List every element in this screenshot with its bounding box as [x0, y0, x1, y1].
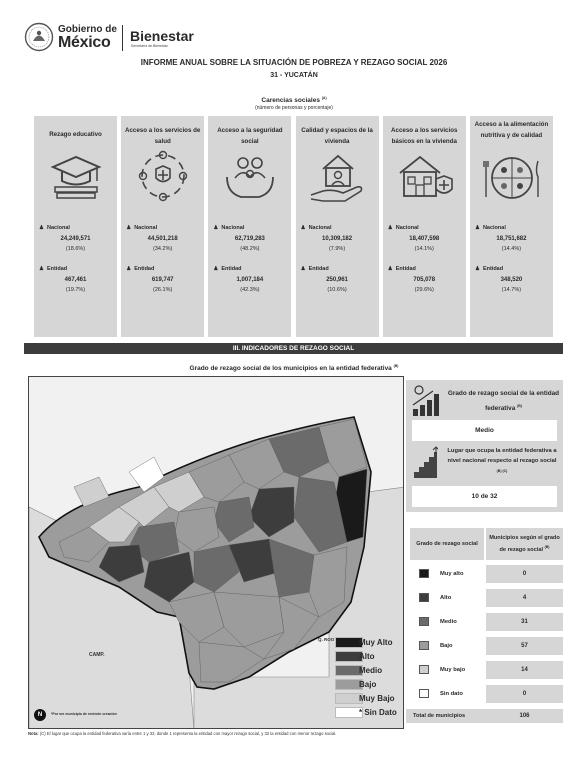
report-state: 31 - YUCATÁN [270, 72, 318, 79]
grado-title-text: Grado de rezago social de la entidad federativa [447, 390, 560, 413]
grado-ref: (B) [517, 404, 522, 408]
nacional-pct: (48.2%) [240, 246, 260, 252]
table-header-grado: Grado de rezago social [410, 528, 484, 560]
table-label-cell [410, 661, 484, 679]
table-label-cell [410, 589, 484, 607]
header [24, 22, 224, 58]
card-alimentacion [470, 116, 553, 337]
card-title: Rezago educativo [49, 131, 102, 138]
nacional-label-text: Nacional [308, 225, 332, 231]
total-label: Total de municipios [413, 713, 466, 719]
nacional-value: 24,249,571 [60, 236, 91, 242]
people-icon: ♟ [126, 225, 132, 231]
footnote-text: (C) El lugar que ocupa la entidad federativa varía entre 1 y 32, donde 1 representa la entidad con mayor rezago social, y 32 la entidad con menor rezago social. [39, 731, 337, 736]
mexico-seal-icon [24, 22, 54, 52]
row-label: Bajo [440, 643, 453, 649]
bar-chart-icon [411, 385, 441, 417]
legend-label: Medio [359, 666, 383, 675]
nacional-label-text: Nacional [482, 225, 506, 231]
entidad-label-text: Entidad [47, 266, 68, 272]
entidad-label [39, 266, 67, 272]
nacional-label-text: Nacional [47, 225, 70, 231]
people-icon: ♟ [39, 266, 44, 272]
nacional-label-text: Nacional [221, 225, 245, 231]
table-label-cell [410, 565, 484, 583]
table-label-cell [410, 637, 484, 655]
row-label: Muy bajo [440, 667, 466, 673]
entidad-value: 619,747 [151, 277, 174, 283]
map-legend-item [335, 651, 399, 663]
map-legend-item [335, 693, 399, 705]
entidad-label-text: Entidad [221, 266, 242, 272]
people-icon: ♟ [213, 225, 219, 231]
card-title: Acceso a la seguridad social [217, 127, 283, 145]
municipal-map [28, 376, 404, 729]
nacional-value: 62,719,283 [234, 236, 265, 242]
table-label-cell [410, 685, 484, 703]
entidad-pct: (26.1%) [153, 287, 173, 293]
carencias-title [0, 96, 588, 104]
row-value: 4 [486, 589, 563, 607]
nacional-label [126, 225, 157, 231]
card-title: Calidad y espacios de la vivienda [301, 127, 373, 145]
entidad-label-text: Entidad [308, 266, 329, 272]
carencias-note-ref: (A) [321, 96, 327, 100]
nacional-label [213, 225, 244, 231]
card-title: Acceso a la alimentación nutritiva y de calidad [474, 121, 549, 139]
footnote [28, 731, 336, 736]
header-divider [122, 25, 123, 51]
nacional-value: 44,501,218 [147, 236, 178, 242]
row-value: 31 [486, 613, 563, 631]
table-row [406, 565, 563, 583]
people-icon: ♟ [213, 266, 219, 272]
table-row [406, 661, 563, 679]
card-title: Acceso a los servicios básicos en la vivienda [391, 127, 458, 145]
entidad-value: 467,461 [64, 277, 87, 283]
legend-label: * Sin Dato [359, 708, 397, 717]
table-row [406, 589, 563, 607]
table-row [406, 685, 563, 703]
lugar-title-text: Lugar que ocupa la entidad federativa a nivel nacional respecto al rezago social [447, 448, 557, 464]
legend-label: Muy Alto [359, 638, 393, 647]
nacional-value: 18,751,682 [496, 236, 527, 242]
card-servicios-basicos [383, 116, 466, 337]
table-row [406, 613, 563, 631]
house-in-hand-icon [309, 147, 367, 205]
people-icon: ♟ [474, 225, 480, 231]
map-legend-item [335, 707, 399, 719]
nacional-pct: (7.9%) [328, 246, 346, 252]
social-security-icon [221, 147, 279, 205]
card-rezago-educativo [34, 116, 117, 337]
legend-swatch [419, 665, 429, 674]
nacional-pct: (14.4%) [501, 246, 522, 252]
agency-subtitle: Secretaría de Bienestar [131, 44, 168, 48]
nacional-label [39, 225, 70, 231]
entidad-value: 348,520 [500, 277, 523, 283]
legend-swatch [419, 641, 429, 650]
nacional-pct: (18.6%) [65, 246, 86, 252]
row-value: 0 [486, 685, 563, 703]
nacional-value: 18,407,598 [409, 236, 440, 242]
entidad-label [475, 266, 503, 272]
lugar-value: 10 de 32 [412, 486, 557, 507]
gov-big-text: México [58, 34, 111, 51]
grado-value: Medio [412, 420, 557, 441]
card-servicios-salud [121, 116, 204, 337]
row-value: 57 [486, 637, 563, 655]
table-header-ref: (B) [544, 544, 550, 549]
nacional-pct: (34.2%) [153, 246, 173, 252]
row-value: 0 [486, 565, 563, 583]
north-arrow-icon: N [34, 709, 46, 721]
carencias-title-text: Carencias sociales [261, 97, 320, 105]
nacional-label [301, 225, 332, 231]
grado-panel [406, 380, 563, 512]
row-value: 14 [486, 661, 563, 679]
legend-swatch [419, 593, 429, 602]
map-title [0, 364, 588, 372]
legend-label: Alto [359, 652, 375, 661]
row-label: Alto [440, 595, 452, 601]
row-label: Medio [440, 619, 457, 625]
agency-name: Bienestar [130, 28, 194, 44]
map-title-text: Grado de rezago social de los municipios en la entidad federativa [189, 365, 392, 373]
table-label-cell [410, 613, 484, 631]
entidad-pct: (14.7%) [501, 287, 522, 293]
map-note: *Por ser municipio de reciente creación [51, 712, 117, 716]
people-icon: ♟ [474, 266, 480, 272]
people-icon: ♟ [300, 266, 306, 272]
carencias-cards [34, 116, 553, 337]
row-label: Muy alto [440, 571, 464, 577]
entidad-value: 1,007,184 [236, 277, 264, 283]
entidad-label [388, 266, 416, 272]
entidad-label-text: Entidad [482, 266, 504, 272]
card-calidad-vivienda [296, 116, 379, 337]
people-icon: ♟ [39, 225, 44, 231]
nacional-label-text: Nacional [395, 225, 419, 231]
map-legend-item [335, 637, 399, 649]
legend-label: Muy Bajo [359, 694, 395, 703]
nacional-label [475, 225, 506, 231]
table-row [406, 637, 563, 655]
total-value: 106 [519, 713, 530, 719]
entidad-label [126, 266, 154, 272]
carencias-subtitle: (número de personas y porcentaje) [255, 105, 333, 111]
card-title: Acceso a los servicios de salud [125, 127, 201, 145]
entidad-label-text: Entidad [395, 266, 416, 272]
legend-swatch [419, 569, 429, 578]
health-access-icon [134, 147, 192, 205]
food-plate-icon [483, 147, 541, 205]
people-icon: ♟ [126, 266, 132, 272]
entidad-label [301, 266, 329, 272]
card-seguridad-social [208, 116, 291, 337]
ranking-stairs-icon [412, 446, 438, 480]
row-label: Sin dato [440, 691, 463, 697]
quintana-roo-label: Q. ROO [318, 637, 335, 642]
people-icon: ♟ [300, 225, 306, 231]
footnote-label: Nota: [28, 731, 39, 736]
nacional-label-text: Nacional [134, 225, 158, 231]
entidad-value: 250,961 [326, 277, 348, 283]
nacional-label [388, 225, 419, 231]
map-legend-item [335, 665, 399, 677]
entidad-pct: (42.3%) [240, 287, 260, 293]
campeche-label: CAMP. [89, 652, 105, 658]
entidad-pct: (19.7%) [65, 287, 86, 293]
table-header-municipios [486, 528, 563, 560]
legend-swatch [419, 689, 429, 698]
people-icon: ♟ [387, 266, 393, 272]
entidad-pct: (10.6%) [327, 287, 347, 293]
graduation-cap-icon [47, 147, 105, 205]
map-legend-item [335, 679, 399, 691]
entidad-pct: (29.6%) [414, 287, 434, 293]
grado-title [446, 387, 561, 415]
people-icon: ♟ [387, 225, 393, 231]
section-bar: III. INDICADORES DE REZAGO SOCIAL [24, 343, 563, 354]
legend-label: Bajo [359, 680, 377, 689]
entidad-label-text: Entidad [134, 266, 155, 272]
entidad-label [213, 266, 241, 272]
map-title-ref: (B) [393, 364, 399, 368]
entidad-value: 705,078 [413, 277, 436, 283]
nacional-value: 10,309,182 [322, 236, 353, 242]
lugar-title [446, 446, 558, 479]
house-services-icon [396, 147, 454, 205]
table-total-row [406, 709, 563, 723]
report-title: INFORME ANUAL SOBRE LA SITUACIÓN DE POBREZA Y REZAGO SOCIAL 2026 [140, 58, 448, 67]
nacional-pct: (14.1%) [414, 246, 434, 252]
table-header-municipios-text: Municipios según el grado de rezago social [489, 534, 560, 553]
gov-small-text: Gobierno de [58, 24, 117, 35]
legend-swatch [419, 617, 429, 626]
lugar-ref: (B) (C) [496, 469, 508, 473]
